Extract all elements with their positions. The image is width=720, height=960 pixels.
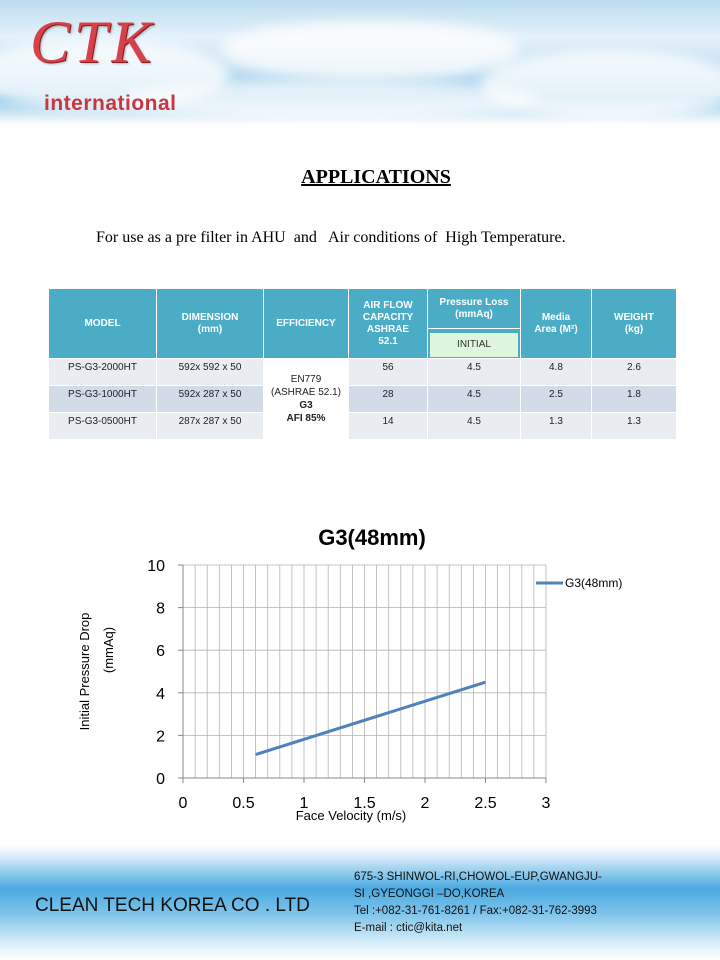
cell-pressure: 4.5 <box>428 386 521 413</box>
cell-model: PS-G3-0500HT <box>49 413 157 440</box>
cell-dimension: 287x 287 x 50 <box>157 413 264 440</box>
cell-pressure: 4.5 <box>428 413 521 440</box>
y-tick-label: 0 <box>156 771 165 788</box>
x-tick-label: 1.5 <box>353 795 376 812</box>
y-axis-unit-label: (mmAq) <box>101 626 116 674</box>
address-line: Tel :+082-31-761-8261 / Fax:+082-31-762-3993 <box>354 905 597 917</box>
x-tick-label: 0.5 <box>232 795 255 812</box>
y-tick-label: 2 <box>156 728 165 746</box>
table-row <box>49 386 677 413</box>
y-tick-label: 10 <box>147 558 165 575</box>
address-line: 675-3 SHINWOL-RI,CHOWOL-EUP,GWANGJU- <box>354 871 602 883</box>
cell-weight: 1.8 <box>592 386 677 413</box>
cell-airflow: 56 <box>349 359 428 386</box>
description: For use as a pre filter in AHU and Air conditions of High Temperature. <box>96 229 566 246</box>
legend-label: G3(48mm) <box>565 576 623 590</box>
x-tick-label: 0 <box>178 795 188 812</box>
cell-media: 2.5 <box>521 386 592 413</box>
page-title: APPLICATIONS <box>301 166 451 188</box>
cell-weight: 2.6 <box>592 359 677 386</box>
y-tick-label: 6 <box>156 643 165 661</box>
header-airflow: AIR FLOW CAPACITY ASHRAE 52.1 <box>349 289 428 359</box>
cell-model: PS-G3-1000HT <box>49 386 157 413</box>
company-address <box>354 869 654 937</box>
x-axis-label: Face Velocity (m/s) <box>295 808 407 823</box>
cell-weight: 1.3 <box>592 413 677 440</box>
cell-media: 1.3 <box>521 413 592 440</box>
table-row <box>49 413 677 440</box>
x-tick-label: 2.5 <box>474 795 497 812</box>
cell-airflow: 14 <box>349 413 428 440</box>
y-axis-label: Initial Pressure Drop <box>77 612 92 731</box>
header-pressure-initial: INITIAL <box>428 329 521 359</box>
company-name: CLEAN TECH KOREA CO . LTD <box>35 895 310 916</box>
cell-efficiency: EN779 (ASHRAE 52.1) G3 AFI 85% <box>264 359 349 440</box>
header-banner <box>0 0 720 125</box>
header-media: Media Area (M²) <box>521 289 592 359</box>
address-line: E-mail : ctic@kita.net <box>354 922 463 934</box>
logo-subtitle: international <box>44 92 177 115</box>
header-dimension: DIMENSION (mm) <box>157 289 264 359</box>
chart-title: G3(48mm) <box>318 525 426 550</box>
cell-dimension: 592x 592 x 50 <box>157 359 264 386</box>
spec-table <box>48 288 677 440</box>
logo: CTK <box>30 9 156 75</box>
y-tick-label: 8 <box>156 600 165 618</box>
x-tick-label: 3 <box>541 795 551 812</box>
header-pressure: Pressure Loss (mmAq) <box>428 289 521 329</box>
cell-media: 4.8 <box>521 359 592 386</box>
header-efficiency: EFFICIENCY <box>264 289 349 359</box>
address-line: SI ,GYEONGGI –DO,KOREA <box>354 888 505 900</box>
x-tick-label: 1 <box>299 795 309 812</box>
x-tick-label: 2 <box>420 795 430 812</box>
header-weight: WEIGHT (kg) <box>592 289 677 359</box>
cell-pressure: 4.5 <box>428 359 521 386</box>
table-row <box>49 359 677 386</box>
y-tick-label: 4 <box>156 685 165 703</box>
pressure-drop-chart <box>0 550 720 830</box>
cell-airflow: 28 <box>349 386 428 413</box>
cell-dimension: 592x 287 x 50 <box>157 386 264 413</box>
header-model: MODEL <box>49 289 157 359</box>
cell-model: PS-G3-2000HT <box>49 359 157 386</box>
